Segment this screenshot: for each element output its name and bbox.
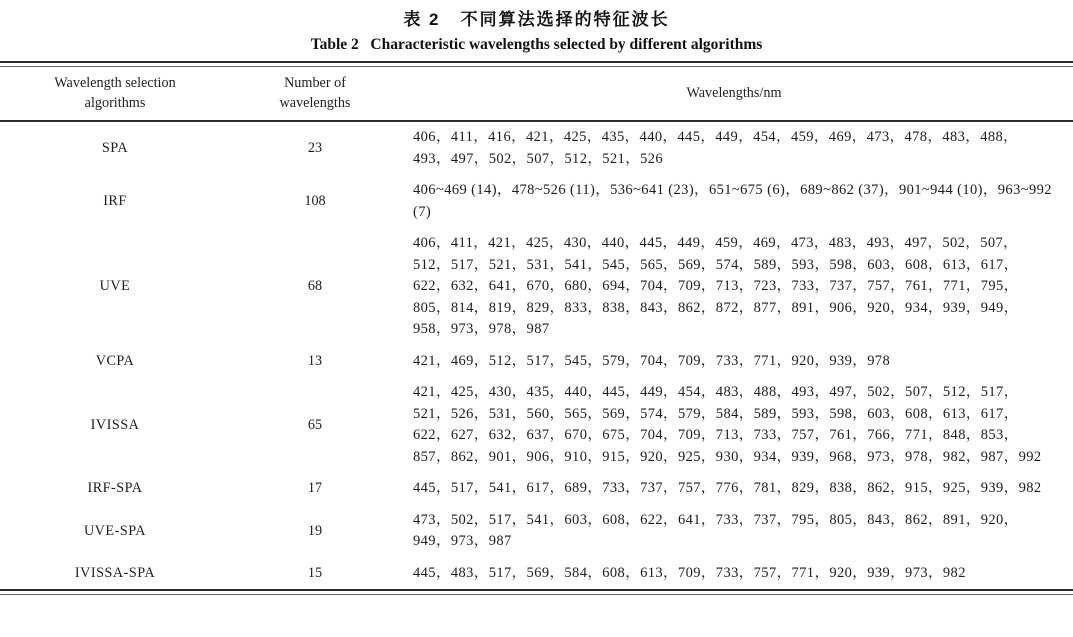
wavelengths-cell: 445，483，517，569，584，608，613，709，733，757，771，920，939，973，982 xyxy=(413,564,966,581)
table-bottom-rule xyxy=(0,589,1073,595)
algorithm-cell: IRF xyxy=(103,193,127,209)
header-number-line1: Number of xyxy=(284,75,346,91)
algorithm-cell: UVE-SPA xyxy=(83,522,147,539)
table-title-chinese: 表 2 不同算法选择的特征波长 xyxy=(403,10,670,29)
algorithm-cell: IRF-SPA xyxy=(87,480,143,497)
header-algorithms-line1: Wavelength selection xyxy=(54,75,176,91)
count-cell: 15 xyxy=(307,564,323,581)
header-number xyxy=(230,73,400,113)
algorithm-cell: UVE xyxy=(99,278,131,295)
wavelengths-cell: 406，411，416，421，425，435，440，445，449，454，459，469，473，478，483，488，493，497，502，507，512，521，526 xyxy=(413,129,1019,167)
wavelengths-cell: 406，411，421，425，430，440，445，449，459，469，473，483，493，497，502，507，512，517，521，531，541，545，565，569，574，589，593，598，603，608，613，617，622，632，641，670，680，694，704，709，713，723，733，737，757，761，771，795，805，814，819，829，833，838，843，862，872，877，891，906，920，934，939，949，958，973，978，987 xyxy=(413,235,1019,337)
table-row-uve xyxy=(0,228,1073,346)
count-cell: 17 xyxy=(307,480,323,497)
table-title-english: Table 2 Characteristic wavelengths selected by different algorithms xyxy=(310,36,763,53)
count-cell: 13 xyxy=(307,352,323,369)
table-row-spa xyxy=(0,122,1073,175)
header-wavelengths: Wavelengths/nm xyxy=(686,85,782,101)
header-number-line2: wavelengths xyxy=(279,95,351,111)
count-cell: 19 xyxy=(307,522,323,539)
algorithm-cell: IVISSA xyxy=(90,416,140,433)
table-header-row xyxy=(0,67,1073,120)
wavelength-selection-table xyxy=(0,61,1073,595)
wavelengths-cell: 445，517，541，617，689，733，737，757，776，781，829，838，862，915，925，939，982 xyxy=(413,480,1042,496)
table-row-irf-spa xyxy=(0,473,1073,505)
header-algorithms xyxy=(0,73,230,113)
algorithm-cell: VCPA xyxy=(95,352,135,369)
table-row-uve-spa xyxy=(0,505,1073,558)
wavelengths-cell: 473，502，517，541，603，608，622，641，733，737，795，805，843，862，891，920，949，973，987 xyxy=(413,511,1019,549)
algorithm-cell: SPA xyxy=(101,140,129,156)
algorithm-cell: IVISSA-SPA xyxy=(74,564,156,581)
count-cell: 23 xyxy=(307,140,323,156)
count-cell: 108 xyxy=(304,193,326,209)
table-row-vcpa xyxy=(0,346,1073,378)
table-row-irf xyxy=(0,175,1073,228)
wavelengths-cell: 421，469，512，517，545，579，704，709，733，771，920，939，978 xyxy=(413,352,891,369)
wavelengths-cell: 406~469 (14)，478~526 (11)，536~641 (23)，651~675 (6)，689~862 (37)，901~944 (10)，963~992 (7) xyxy=(413,182,1052,220)
count-cell: 65 xyxy=(307,416,323,433)
count-cell: 68 xyxy=(307,278,323,295)
table-row-ivissa xyxy=(0,377,1073,473)
header-algorithms-line2: algorithms xyxy=(84,95,146,111)
table-row-ivissa-spa xyxy=(0,558,1073,590)
wavelengths-cell: 421，425，430，435，440，445，449，454，483，488，493，497，502，507，512，517，521，526，531，560，565，569，574，579，584，589，593，598，603，608，613，617，622，627，632，637，670，675，704，709，713，733，757，761，766，771，848，853，857，862，901，906，910，915，920，925，930，934，939，968，973，978，982，987，992 xyxy=(413,384,1042,465)
